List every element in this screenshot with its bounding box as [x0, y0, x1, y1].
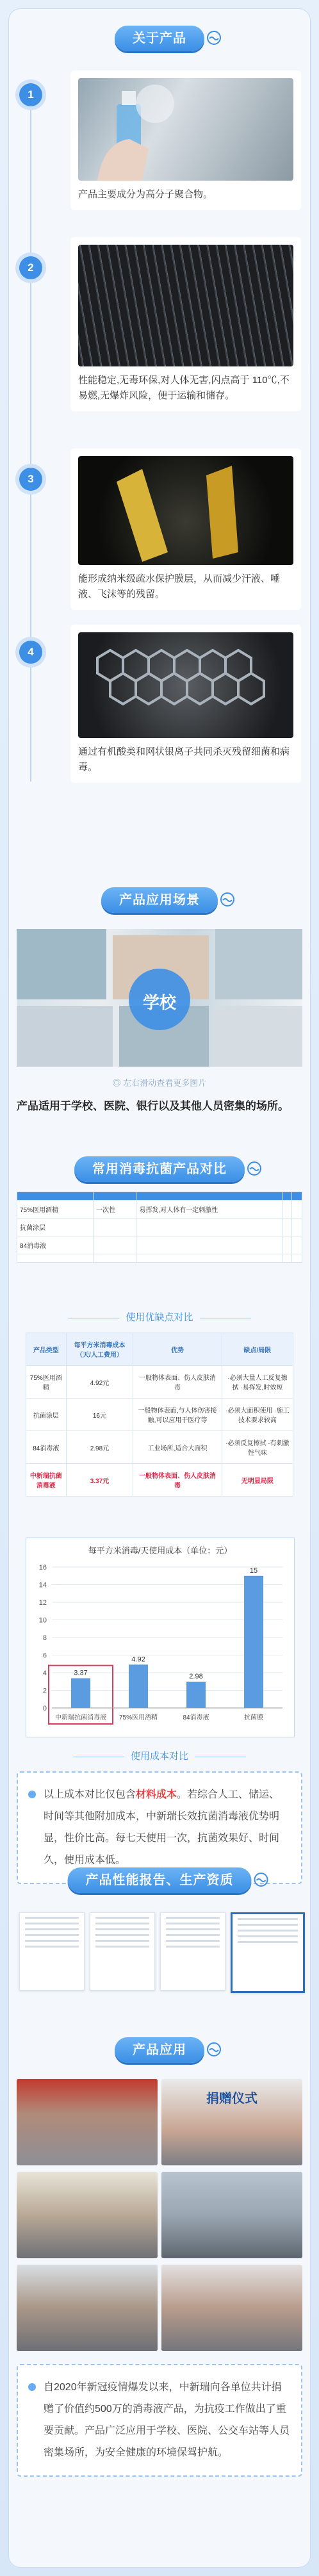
step-4-marker: 4	[19, 641, 42, 664]
section-title-scene	[101, 887, 218, 913]
table-row	[26, 1399, 293, 1431]
bar-value-label: 4.92	[131, 1655, 145, 1664]
y-tick-label: 14	[38, 1581, 47, 1589]
cost-note-suffix: 。若综合人工、储运、时间等其他附加成本，中新瑞长效抗菌消毒液优势明显，性价比高。每七天使用一次，抗菌效果好、时间久，使用成本低。	[44, 1789, 280, 1866]
donation-photo[interactable]	[161, 2265, 302, 2351]
table-header-cell	[94, 1192, 136, 1201]
section-title-applications	[115, 2037, 204, 2063]
table-row	[17, 1236, 302, 1254]
feature-card-3	[70, 448, 301, 610]
bar	[244, 1576, 263, 1708]
table-cell: 84消毒液	[26, 1431, 67, 1464]
wave-icon	[247, 1161, 261, 1176]
wave-icon	[207, 2042, 221, 2056]
spray-bottle-image	[78, 78, 293, 181]
wave-icon	[220, 892, 234, 907]
table-cell	[282, 1218, 292, 1236]
table-cell: 抗菌涂层	[17, 1218, 94, 1236]
table-cell: ·必须反复擦拭 ·有刺激性气味	[222, 1431, 293, 1464]
bar	[71, 1678, 90, 1708]
table-cell	[282, 1236, 292, 1254]
table-cell: 易挥发,对人体有一定刺激性	[136, 1201, 282, 1218]
table-row	[17, 1201, 302, 1218]
table-cell	[94, 1236, 136, 1254]
molecular-structure-image	[78, 632, 293, 738]
school-label: 学校	[142, 993, 176, 1012]
y-tick-label: 4	[42, 1669, 47, 1677]
chart-title: 每平方米消毒/天使用成本（单位：元）	[88, 1546, 233, 1555]
feature-2-text: 性能稳定,无毒环保,对人体无害,闪点高于 110℃,不易燃,无爆炸风险，便于运输和储存。	[78, 375, 290, 401]
x-category-label: 84消毒液	[183, 1714, 209, 1721]
cost-note-highlight: 材料成本	[136, 1789, 177, 1800]
table-header-cell	[17, 1192, 94, 1201]
table-cell	[17, 1254, 94, 1263]
y-tick-label: 16	[38, 1564, 47, 1571]
x-category-label: 抗菌膜	[244, 1714, 263, 1721]
donation-banner-text: 捐赠仪式	[206, 2092, 258, 2106]
feature-3-text: 能形成纳米级疏水保护膜层，从而减少汗液、唾液、飞沫等的残留。	[78, 573, 281, 600]
table-cell: ·必须大面积使用 ·施工技术要求较高	[222, 1399, 293, 1431]
section-title-scene-label: 产品应用场景	[119, 893, 200, 907]
table-cell: 一般物体表面、伤人皮肤消毒	[133, 1366, 222, 1399]
table-cell	[94, 1218, 136, 1236]
section-title-applications-label: 产品应用	[133, 2043, 186, 2057]
compare-table-2	[26, 1333, 293, 1497]
table-header-cell: 每平方米消毒成本（天/人工费用）	[66, 1333, 133, 1366]
steps-connector	[30, 96, 31, 782]
donation-photo[interactable]	[17, 2079, 158, 2165]
table-cell: 75%医用酒精	[26, 1366, 67, 1399]
table-header-cell	[292, 1192, 302, 1201]
table-header-row	[26, 1333, 293, 1366]
donation-ceremony-photo[interactable]	[161, 2079, 302, 2165]
step-2-marker: 2	[19, 256, 42, 279]
donation-photo[interactable]	[17, 2172, 158, 2258]
table-cell	[292, 1236, 302, 1254]
hexagon-lattice-illustration	[78, 632, 293, 738]
table-header-cell	[136, 1192, 282, 1201]
applications-note-text: 自2020年新冠疫情爆发以来，中新瑞向各单位共计捐赠了价值约500万的消毒液产品，为抗疫工作做出了重要贡献。产品广泛应用于学校、医院、公交车站等人员密集场所，为安全健康的环境保驾护航。	[44, 2382, 290, 2458]
table-row	[26, 1366, 293, 1399]
table-cell: 抗菌涂层	[26, 1399, 67, 1431]
hand-spray-illustration	[78, 78, 293, 181]
table-cell: 工业场所,适合大面积	[133, 1431, 222, 1464]
wave-icon	[254, 1873, 268, 1887]
table-row-highlight	[26, 1464, 293, 1497]
table-cell	[136, 1236, 282, 1254]
applications-note	[17, 2364, 302, 2477]
table-cell: 一般物体表面、伤人皮肤消毒	[133, 1464, 222, 1497]
table-cell	[292, 1201, 302, 1218]
table-cell: 一般物体表面,与人体伤害接触,可以应用于医疗等	[133, 1399, 222, 1431]
table-cell: 84消毒液	[17, 1236, 94, 1254]
y-tick-label: 6	[42, 1652, 47, 1660]
x-category-label: 中新瑞抗菌消毒液	[55, 1714, 106, 1721]
feature-card-2	[70, 237, 301, 411]
coated-bars-image	[78, 456, 293, 565]
table-header-row	[17, 1192, 302, 1201]
bar	[186, 1682, 206, 1708]
gold-bars-illustration	[78, 456, 293, 565]
table-cell: 一次性	[94, 1201, 136, 1218]
fabric-macro-image	[78, 245, 293, 366]
bar-value-label: 15	[249, 1566, 258, 1575]
bar	[129, 1664, 148, 1708]
section-title-reports	[68, 1867, 252, 1893]
table-cell	[282, 1201, 292, 1218]
cost-note-prefix: 以上成本对比仅包含	[44, 1789, 136, 1800]
report-document[interactable]	[90, 1912, 155, 1990]
table-cell	[292, 1218, 302, 1236]
bar-value-label: 3.37	[74, 1669, 88, 1677]
table-cell	[136, 1254, 282, 1263]
table-cell	[282, 1254, 292, 1263]
step-3-marker: 3	[19, 468, 42, 491]
table-row	[17, 1254, 302, 1263]
section-title-reports-label: 产品性能报告、生产资质	[85, 1873, 234, 1887]
report-document[interactable]	[19, 1912, 85, 1990]
section-title-compare	[74, 1156, 245, 1182]
cost-chart-svg	[26, 1538, 294, 1737]
swipe-hint-text: 左右滑动查看更多图片	[123, 1078, 207, 1088]
feature-card-4	[70, 625, 301, 783]
bullet-dot-icon	[28, 2383, 36, 2391]
x-category-label: 75%医用酒精	[119, 1714, 158, 1721]
bullet-dot-icon	[28, 1791, 36, 1798]
table-header-cell: 优势	[133, 1333, 222, 1366]
table-header-cell: 缺点/局限	[222, 1333, 293, 1366]
license-certificate[interactable]	[231, 1912, 305, 1993]
feature-card-1	[70, 70, 301, 210]
table-cell: 中新瑞抗菌消毒液	[26, 1464, 67, 1497]
scene-description: 产品适用于学校、医院、银行以及其他人员密集的场所。	[17, 1100, 289, 1112]
bar-value-label: 2.98	[189, 1673, 203, 1681]
table-cell: 3.37元	[66, 1464, 133, 1497]
wave-icon	[207, 31, 221, 45]
compare-table-1	[17, 1192, 302, 1263]
swipe-hint	[0, 1076, 319, 1088]
table-cell	[292, 1254, 302, 1263]
table-row	[17, 1218, 302, 1236]
report-document[interactable]	[160, 1912, 225, 1990]
table-row	[26, 1431, 293, 1464]
step-1-marker: 1	[19, 83, 42, 106]
y-tick-label: 12	[38, 1599, 47, 1607]
table-cell: 无明显局限	[222, 1464, 293, 1497]
table-header-cell	[282, 1192, 292, 1201]
swipe-hint-icon: ◎	[112, 1078, 124, 1088]
table-cell: 2.98元	[66, 1431, 133, 1464]
donation-photo[interactable]	[161, 2172, 302, 2258]
section-title-about-label: 关于产品	[133, 31, 186, 45]
feature-1-text: 产品主要成分为高分子聚合物。	[78, 189, 213, 200]
y-tick-label: 0	[42, 1705, 47, 1712]
table-cell: 16元	[66, 1399, 133, 1431]
advantages-subheading: 使用优缺点对比	[0, 1310, 319, 1324]
y-tick-label: 2	[42, 1687, 47, 1695]
table-cell: 4.92元	[66, 1366, 133, 1399]
table-cell: 75%医用酒精	[17, 1201, 94, 1218]
school-scene-carousel[interactable]	[17, 929, 302, 1067]
table-cell	[136, 1218, 282, 1236]
table-cell: ·必须大量人工反复擦拭 ·易挥发,时效短	[222, 1366, 293, 1399]
table-header-cell: 产品类型	[26, 1333, 67, 1366]
section-title-compare-label: 常用消毒抗菌产品对比	[92, 1162, 227, 1176]
y-tick-label: 8	[42, 1634, 47, 1642]
feature-4-text: 通过有机酸类和网状银离子共同杀灭残留细菌和病毒。	[78, 746, 290, 773]
cost-chart	[26, 1538, 295, 1737]
donation-photo[interactable]	[17, 2265, 158, 2351]
cost-subheading: 使用成本对比	[0, 1749, 319, 1762]
y-tick-label: 10	[38, 1616, 47, 1625]
section-title-about	[115, 26, 204, 51]
table-cell	[94, 1254, 136, 1263]
